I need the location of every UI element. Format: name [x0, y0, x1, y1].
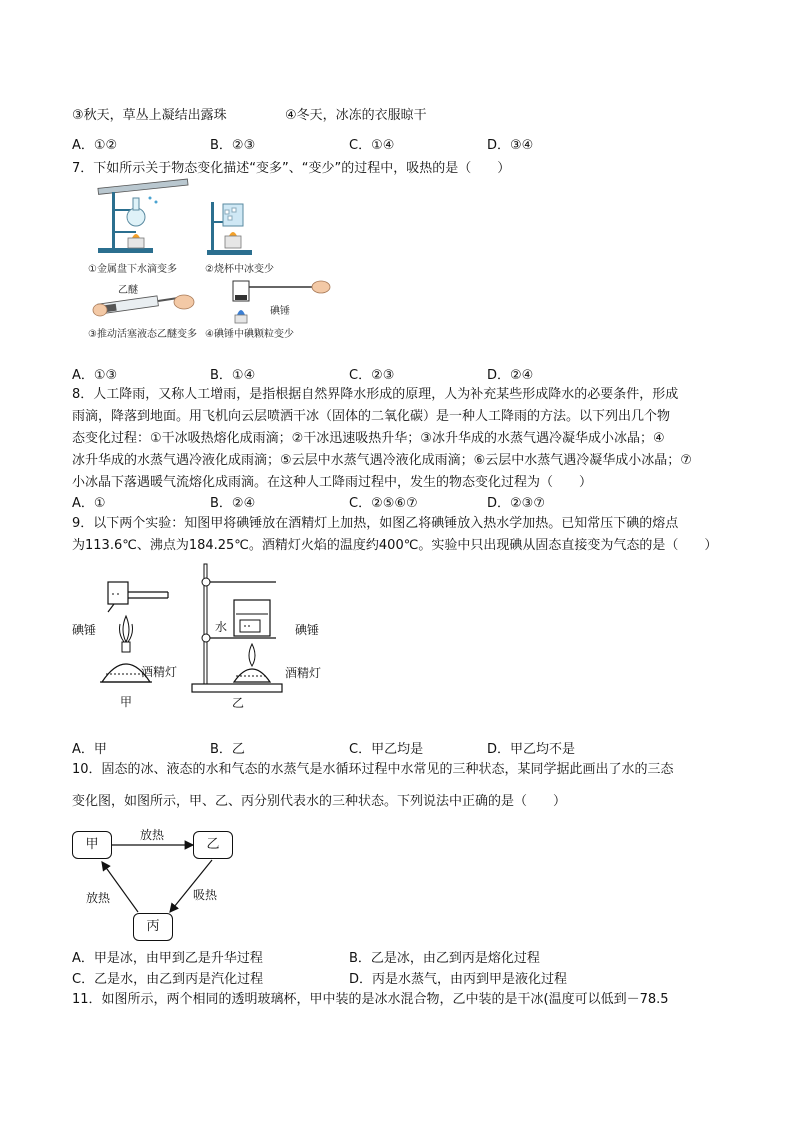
q7-label-ether: 乙醚 [118, 285, 138, 296]
q10-line-1: 10．固态的冰、液态的水和气态的水蒸气是水循环过程中水常见的三种状态，某同学据此画出了水的三态 [72, 762, 674, 777]
q7-figure-4 [225, 275, 340, 325]
q10-edge-right: 吸热 [193, 888, 218, 902]
q10-edge-left: 放热 [86, 891, 111, 905]
q7-option-a: A．①③ [72, 368, 118, 383]
q10-option-a: A．甲是冰，由甲到乙是升华过程 [72, 951, 263, 966]
q10-node-bing: 丙 [133, 913, 173, 941]
q9-option-d: D．甲乙均不是 [487, 742, 576, 757]
q9-label-iodine-right: 碘锤 [295, 623, 320, 637]
q9-option-a: A．甲 [72, 742, 107, 757]
q9-option-b: B．乙 [210, 742, 245, 757]
q10-node-jia: 甲 [72, 831, 112, 859]
q8-option-c: C．②⑤⑥⑦ [349, 496, 418, 511]
q9-label-iodine-left: 碘锤 [72, 623, 97, 637]
q6-option-a: A．①② [72, 138, 118, 153]
q10-node-yi: 乙 [193, 831, 233, 859]
q8-line-5: 小冰晶下落遇暖气流熔化成雨滴。在这种人工降雨过程中，发生的物态变化过程为（ ） [72, 475, 593, 490]
q9-figure-b [190, 560, 300, 695]
q10-line-2: 变化图，如图所示，甲、乙、丙分别代表水的三种状态。下列说法中正确的是（ ） [72, 794, 567, 809]
q8-line-3: 态变化过程：①干冰吸热熔化成雨滴；②干冰迅速吸热升华；③冰升华成的水蒸气遇冷凝华成小冰晶；④ [72, 431, 665, 446]
q9-label-lamp-right: 酒精灯 [285, 666, 322, 680]
q10-option-d: D．丙是水蒸气，由丙到甲是液化过程 [349, 972, 568, 987]
q7-option-d: D．②④ [487, 368, 534, 383]
q7-figure-2 [205, 198, 285, 258]
q9-label-lamp-left: 酒精灯 [141, 665, 178, 679]
q9-option-c: C．甲乙均是 [349, 742, 424, 757]
q8-option-b: B．②④ [210, 496, 256, 511]
q9-label-fig-a: 甲 [120, 695, 133, 709]
q7-caption-3: ③推动活塞液态乙醚变多 [88, 329, 197, 340]
q11-line-1: 11．如图所示，两个相同的透明玻璃杯，甲中装的是冰水混合物，乙中装的是干冰(温度可以低到－78.5 [72, 992, 669, 1007]
q10-option-b: B．乙是冰，由乙到丙是熔化过程 [349, 951, 540, 966]
q6-option-b: B．②③ [210, 138, 256, 153]
q6-item-4: ④冬天，冰冻的衣服晾干 [285, 108, 427, 123]
q6-item-3: ③秋天，草丛上凝结出露珠 [72, 108, 227, 123]
q10-option-c: C．乙是水，由乙到丙是汽化过程 [72, 972, 264, 987]
q7-caption-1: ①金属盘下水滴变多 [88, 264, 177, 275]
q8-option-d: D．②③⑦ [487, 496, 545, 511]
q7-figure-3 [90, 292, 200, 322]
q9-label-water: 水 [215, 620, 228, 634]
q7-caption-4: ④碘锤中碘颗粒变少 [205, 329, 294, 340]
q7-option-c: C．②③ [349, 368, 395, 383]
q7-caption-2: ②烧杯中冰变少 [205, 264, 274, 275]
q6-option-d: D．③④ [487, 138, 534, 153]
q8-line-2: 雨滴，降落到地面。用飞机向云层喷洒干冰（固体的二氧化碳）是一种人工降雨的方法。以下列出几个物 [72, 409, 671, 424]
q7-label-iodine: 碘锤 [270, 306, 290, 317]
q6-option-c: C．①④ [349, 138, 395, 153]
q7-figure-1 [90, 180, 200, 260]
q8-line-4: 冰升华成的水蒸气遇冷液化成雨滴；⑤云层中水蒸气遇冷液化成雨滴；⑥云层中水蒸气遇冷凝华成小冰晶；⑦ [72, 453, 692, 468]
q9-label-fig-b: 乙 [232, 696, 245, 710]
q8-option-a: A．① [72, 496, 106, 511]
q7-option-b: B．①④ [210, 368, 256, 383]
q9-line-2: 为113.6℃、沸点为184.25℃。酒精灯火焰的温度约400℃。实验中只出现碘从固态直接变为气态的是（ ） [72, 538, 718, 553]
q10-edge-top: 放热 [140, 828, 165, 842]
q9-line-1: 9．以下两个实验：知图甲将碘锤放在酒精灯上加热，如图乙将碘锤放入热水学加热。已知常压下碘的熔点 [72, 516, 679, 531]
q8-line-1: 8．人工降雨，又称人工增雨，是指根据自然界降水形成的原理，人为补充某些形成降水的必要条件，形成 [72, 387, 679, 402]
q7-stem: 7．下如所示关于物态变化描述“变多”、“变少”的过程中，吸热的是（ ） [72, 161, 511, 176]
